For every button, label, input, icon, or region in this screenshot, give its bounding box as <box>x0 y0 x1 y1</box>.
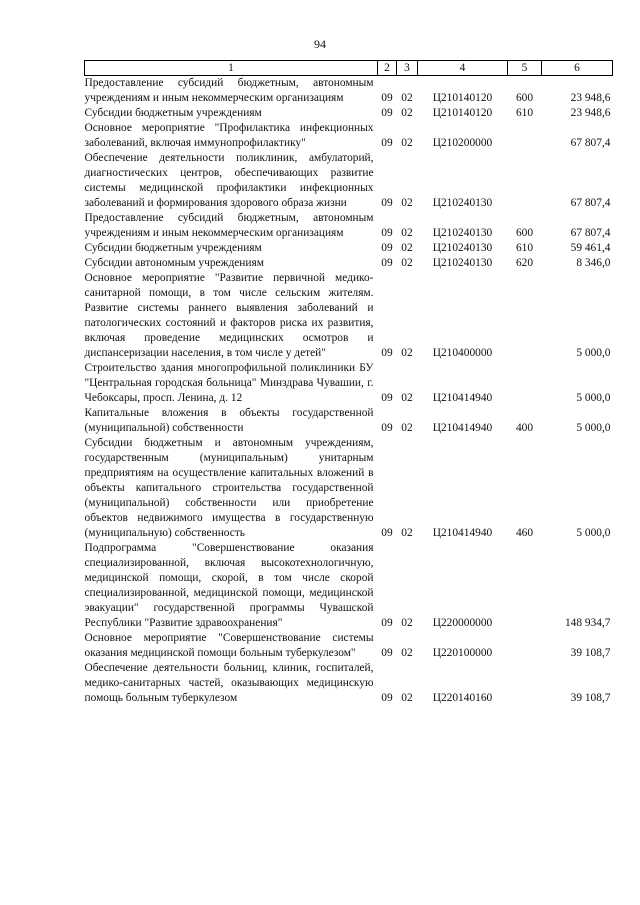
target-article-code: Ц210240130 <box>432 257 493 269</box>
table-header-row <box>85 61 613 76</box>
table-row <box>85 271 613 361</box>
amount-value: 67 807,4 <box>570 227 611 239</box>
item-name: Субсидии бюджетным учреждениям <box>84 107 262 119</box>
target-article-code: Ц220100000 <box>432 647 493 659</box>
section-code: 09 <box>381 257 393 269</box>
amount-value: 5 000,0 <box>576 347 611 359</box>
section-code: 09 <box>381 527 393 539</box>
section-code: 09 <box>381 617 393 629</box>
amount-value: 67 807,4 <box>570 137 611 149</box>
table-row <box>85 211 613 241</box>
amount-value: 23 948,6 <box>570 107 611 119</box>
subsection-code: 02 <box>401 257 413 269</box>
expense-type-code: 610 <box>515 107 534 119</box>
expense-type-code: 600 <box>515 227 534 239</box>
item-name: Подпрограмма "Совершенствование оказания специализированной, включая высокотехнологичную, медицинской помощи, скорой, в том числе скорой специализированной, медицинской помощи, медицинской эвакуации" государственной программы Чувашской Республики "Развитие здравоохранения" <box>84 542 374 629</box>
expense-type-code: 400 <box>515 422 534 434</box>
table-row <box>85 436 613 541</box>
item-name: Субсидии бюджетным и автономным учреждениям, государственным (муниципальным) унитарным предприятиям на осуществление капитальных вложений в объекты капитального строительства государственной (муниципальной) собственности или приобретение объектов недвижимого имущества в государственную (муниципальную) собственность <box>84 437 374 539</box>
section-code: 09 <box>381 197 393 209</box>
table-row <box>85 541 613 631</box>
expense-type-code: 610 <box>515 242 534 254</box>
table-row <box>85 661 613 706</box>
subsection-code: 02 <box>401 527 413 539</box>
table-body <box>85 76 613 707</box>
table-row <box>85 361 613 406</box>
amount-value: 23 948,6 <box>570 92 611 104</box>
item-name: Субсидии бюджетным учреждениям <box>84 242 262 254</box>
amount-value: 8 346,0 <box>576 257 611 269</box>
item-name: Основное мероприятие "Профилактика инфекционных заболеваний, включая иммунопрофилактику" <box>84 122 374 149</box>
section-code: 09 <box>381 392 393 404</box>
target-article-code: Ц210414940 <box>432 422 493 434</box>
target-article-code: Ц220000000 <box>432 617 493 629</box>
subsection-code: 02 <box>401 197 413 209</box>
expense-type-code: 600 <box>515 92 534 104</box>
target-article-code: Ц210414940 <box>432 527 493 539</box>
section-code: 09 <box>381 692 393 704</box>
item-name: Субсидии автономным учреждениям <box>84 257 264 269</box>
item-name: Строительство здания многопрофильной поликлиники БУ "Центральная городская больница" Минздрава Чувашии, г. Чебоксары, просп. Ленина, д. 12 <box>84 362 374 404</box>
subsection-code: 02 <box>401 647 413 659</box>
expense-type-code <box>508 631 542 661</box>
expense-type-code <box>508 151 542 211</box>
section-code: 09 <box>381 92 393 104</box>
target-article-code: Ц210414940 <box>432 392 493 404</box>
item-name: Основное мероприятие "Совершенствование системы оказания медицинской помощи больным туберкулезом" <box>84 632 374 659</box>
amount-value: 67 807,4 <box>570 197 611 209</box>
item-name: Капитальные вложения в объекты государственной (муниципальной) собственности <box>84 407 374 434</box>
subsection-code: 02 <box>401 92 413 104</box>
target-article-code: Ц210140120 <box>432 107 493 119</box>
amount-value: 39 108,7 <box>570 692 611 704</box>
table-row <box>85 106 613 121</box>
table-row <box>85 406 613 436</box>
expense-type-code <box>508 361 542 406</box>
subsection-code: 02 <box>401 392 413 404</box>
section-code: 09 <box>381 137 393 149</box>
subsection-code: 02 <box>401 347 413 359</box>
item-name: Предоставление субсидий бюджетным, автономным учреждениям и иным некоммерческим организациям <box>84 212 374 239</box>
page-number: 94 <box>314 37 326 51</box>
subsection-code: 02 <box>401 692 413 704</box>
section-code: 09 <box>381 242 393 254</box>
table-row <box>85 631 613 661</box>
column-header: 5 <box>508 61 542 76</box>
target-article-code: Ц210200000 <box>432 137 493 149</box>
table-row <box>85 256 613 271</box>
subsection-code: 02 <box>401 617 413 629</box>
budget-table <box>84 60 613 706</box>
table-row <box>85 241 613 256</box>
amount-value: 5 000,0 <box>576 527 611 539</box>
amount-value: 5 000,0 <box>576 392 611 404</box>
item-name: Предоставление субсидий бюджетным, автономным учреждениям и иным некоммерческим организациям <box>84 77 374 104</box>
expense-type-code: 460 <box>515 527 534 539</box>
subsection-code: 02 <box>401 227 413 239</box>
target-article-code: Ц210240130 <box>432 242 493 254</box>
section-code: 09 <box>381 422 393 434</box>
expense-type-code <box>508 121 542 151</box>
column-header: 1 <box>85 61 378 76</box>
target-article-code: Ц210240130 <box>432 227 493 239</box>
section-code: 09 <box>381 227 393 239</box>
subsection-code: 02 <box>401 242 413 254</box>
target-article-code: Ц210140120 <box>432 92 493 104</box>
expense-type-code <box>508 271 542 361</box>
item-name: Обеспечение деятельности больниц, клиник, госпиталей, медико-санитарных частей, оказывающих медицинскую помощь больным туберкулезом <box>84 662 374 704</box>
expense-type-code <box>508 661 542 706</box>
target-article-code: Ц210400000 <box>432 347 493 359</box>
column-header: 3 <box>397 61 418 76</box>
amount-value: 5 000,0 <box>576 422 611 434</box>
item-name: Основное мероприятие "Развитие первичной медико-санитарной помощи, в том числе сельским жителям. Развитие системы раннего выявления заболеваний и патологических состояний и факторов риска их развития, включая проведение медицинских осмотров и диспансеризации населения, в том числе у детей" <box>84 272 374 359</box>
item-name: Обеспечение деятельности поликлиник, амбулаторий, диагностических центров, обеспечивающих развитие системы медицинской профилактики инфекционных заболеваний и формирования здорового образа жизни <box>84 152 374 209</box>
subsection-code: 02 <box>401 107 413 119</box>
expense-type-code <box>508 541 542 631</box>
table-row <box>85 151 613 211</box>
subsection-code: 02 <box>401 137 413 149</box>
section-code: 09 <box>381 107 393 119</box>
table-row <box>85 76 613 107</box>
column-header: 2 <box>378 61 397 76</box>
expense-type-code: 620 <box>515 257 534 269</box>
subsection-code: 02 <box>401 422 413 434</box>
target-article-code: Ц210240130 <box>432 197 493 209</box>
amount-value: 59 461,4 <box>570 242 611 254</box>
amount-value: 148 934,7 <box>564 617 611 629</box>
target-article-code: Ц220140160 <box>432 692 493 704</box>
column-header: 4 <box>418 61 508 76</box>
section-code: 09 <box>381 647 393 659</box>
column-header: 6 <box>542 61 613 76</box>
table-row <box>85 121 613 151</box>
amount-value: 39 108,7 <box>570 647 611 659</box>
section-code: 09 <box>381 347 393 359</box>
